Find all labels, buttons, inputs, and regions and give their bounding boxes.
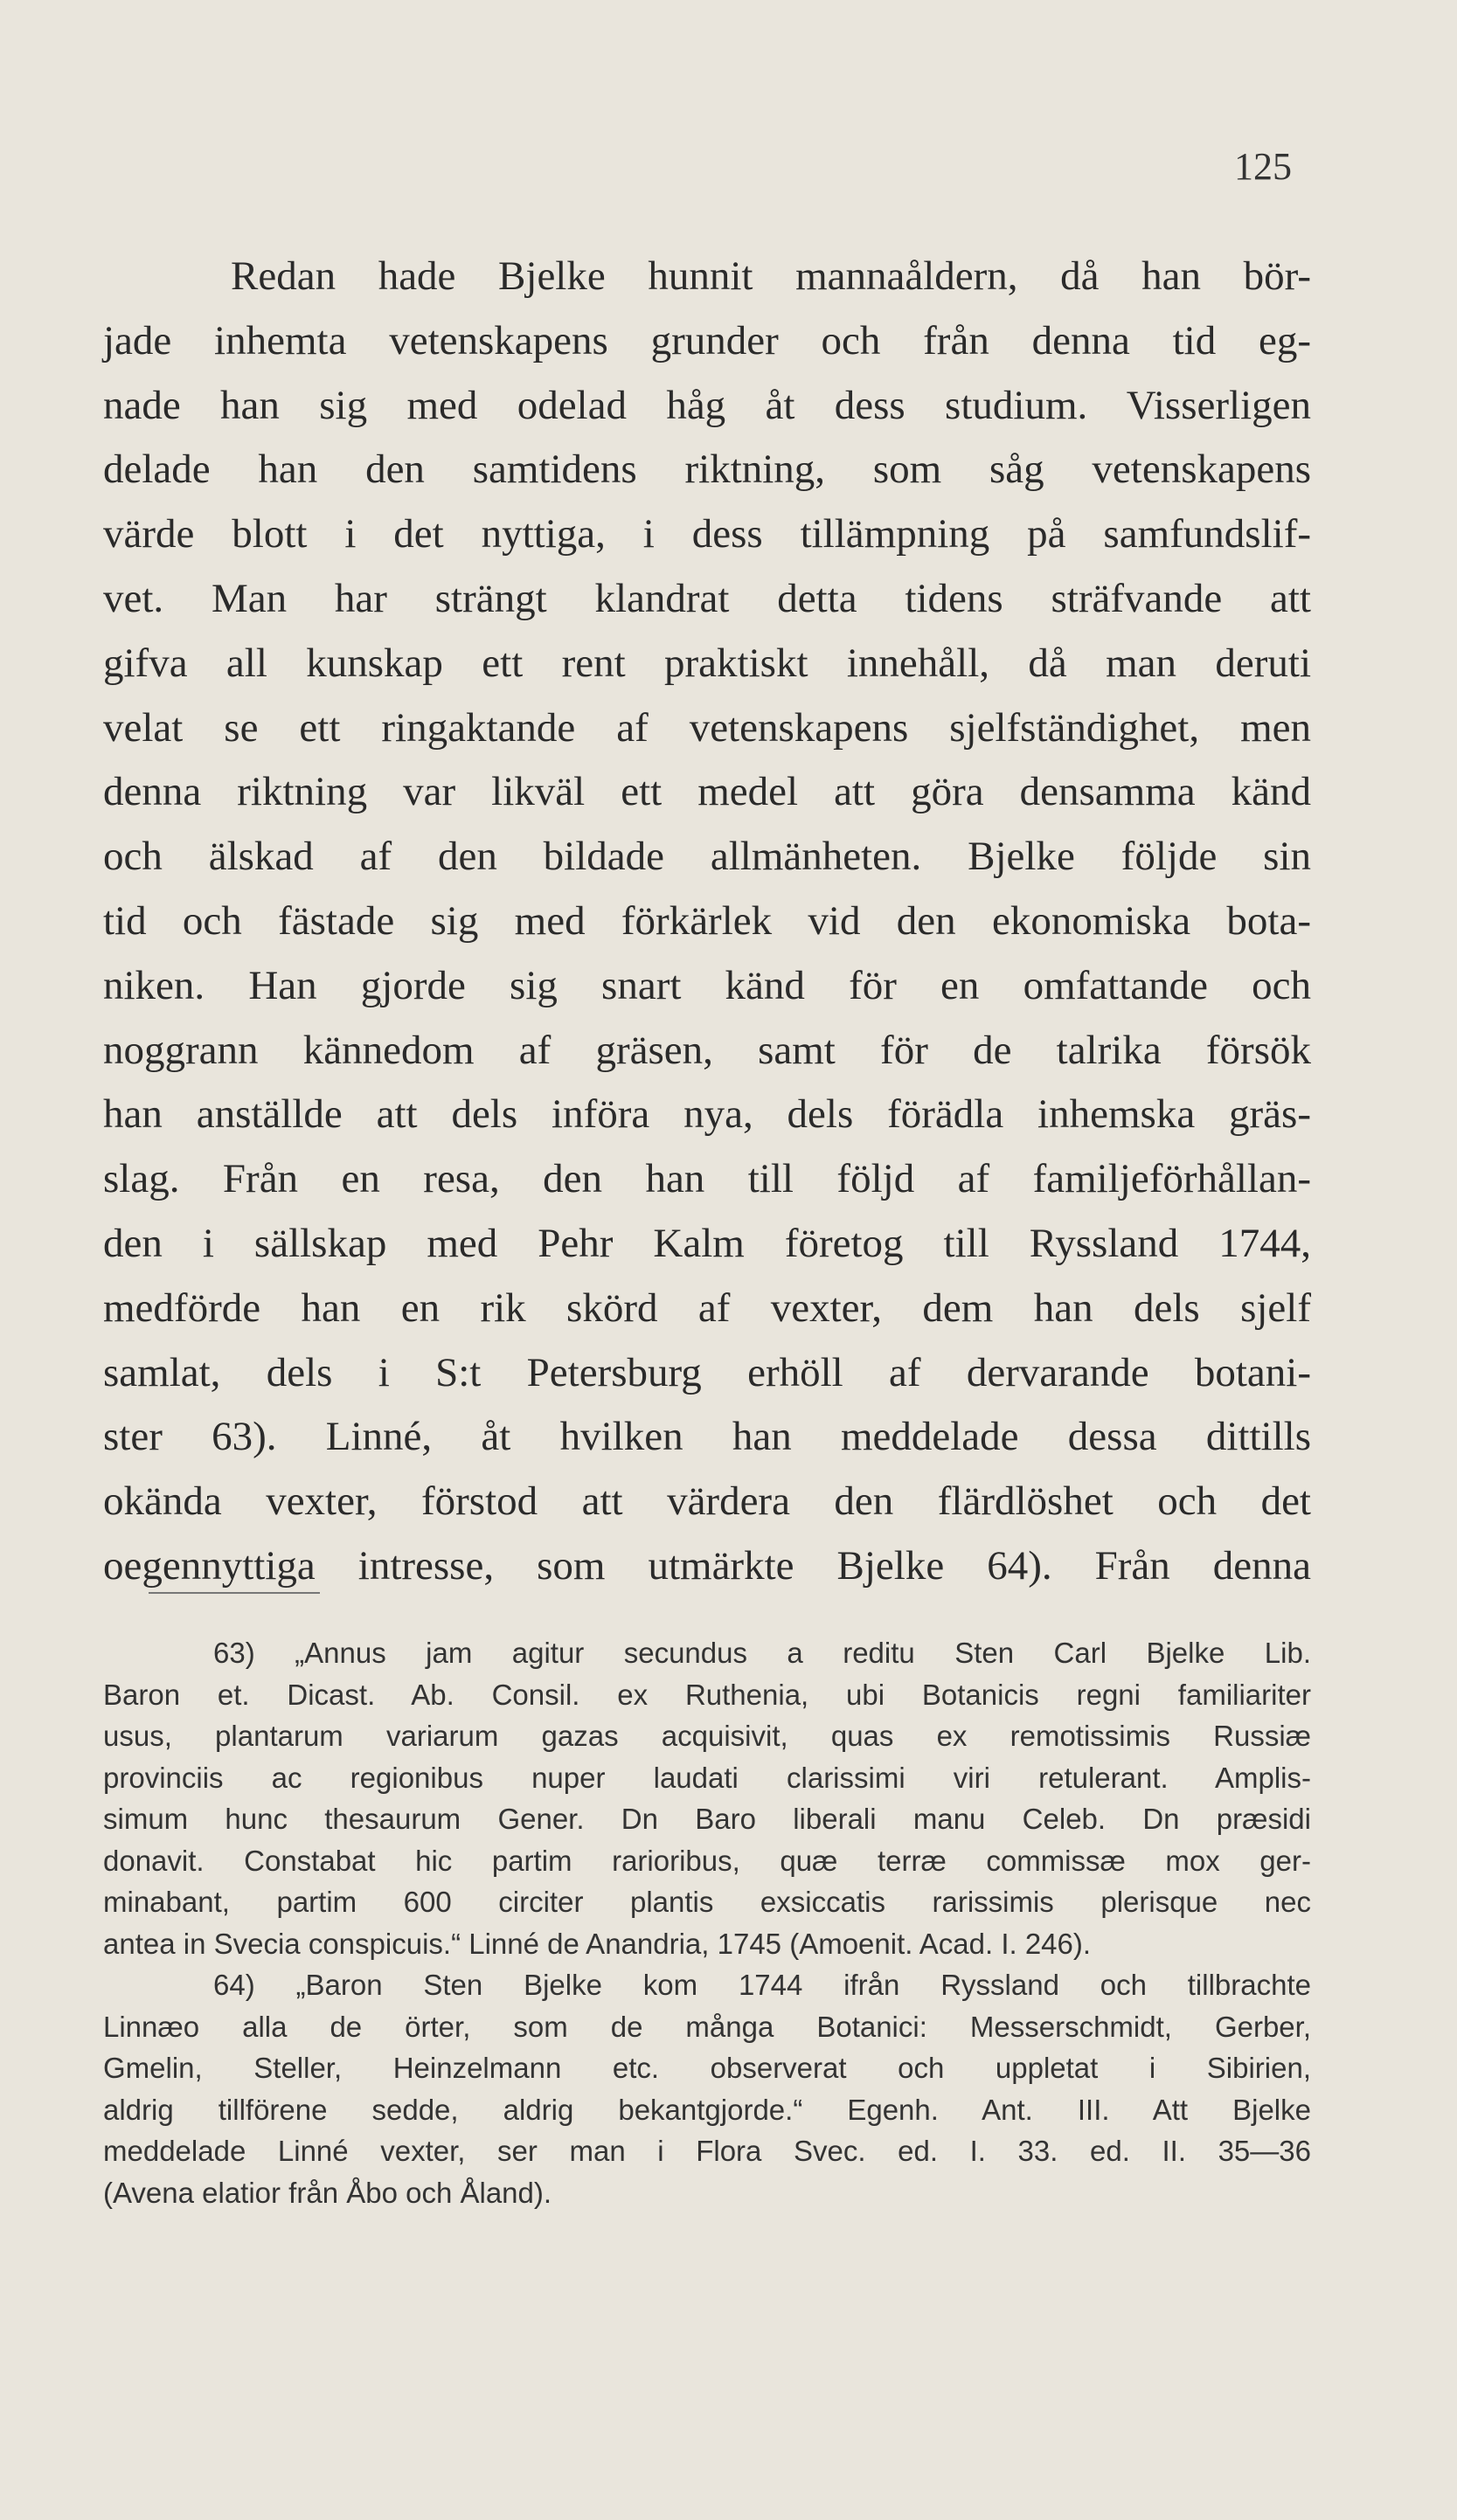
text-line: nade han sig med odelad håg åt dess studium. Visserligen bbox=[103, 382, 1311, 428]
text-line: och älskad af den bildade allmänheten. Bjelke följde sin bbox=[103, 834, 1311, 880]
text-line: gifva all kunskap ett rent praktiskt innehåll, då man deruti bbox=[103, 640, 1311, 686]
text-line: tid och fästade sig med förkärlek vid den ekonomiska bota- bbox=[103, 897, 1311, 944]
footnote-line: Linnæo alla de örter, som de många Botanici: Messerschmidt, Gerber, bbox=[103, 2010, 1311, 2043]
main-paragraph bbox=[103, 245, 1311, 1599]
text-line: velat se ett ringaktande af vetenskapens sjelfständighet, men bbox=[103, 704, 1311, 751]
footnote-line: Gmelin, Steller, Heinzelmann etc. observerat och uppletat i Sibirien, bbox=[103, 2052, 1311, 2084]
text-line: värde blott i det nyttiga, i dess tillämpning på samfundslif- bbox=[103, 511, 1311, 557]
footnote-line: 63) „Annus jam agitur secundus a reditu Sten Carl Bjelke Lib. bbox=[213, 1637, 1311, 1669]
text-line: slag. Från en resa, den han till följd af familjeförhållan- bbox=[103, 1156, 1311, 1202]
footnote-line: meddelade Linné vexter, ser man i Flora Svec. ed. I. 33. ed. II. 35—36 bbox=[103, 2135, 1311, 2167]
text-line: Redan hade Bjelke hunnit mannaåldern, då han bör- bbox=[231, 253, 1311, 299]
page-number: 125 bbox=[1234, 145, 1292, 188]
footnote-line: provinciis ac regionibus nuper laudati clarissimi viri retulerant. Amplis- bbox=[103, 1761, 1311, 1794]
text-line: ster 63). Linné, åt hvilken han meddelade dessa dittills bbox=[103, 1414, 1311, 1460]
footnote-line: aldrig tillförene sedde, aldrig bekantgjorde.“ Egenh. Ant. III. Att Bjelke bbox=[103, 2093, 1311, 2126]
footnote-line: antea in Svecia conspicuis.“ Linné de Anandria, 1745 (Amoenit. Acad. I. 246). bbox=[103, 1927, 1092, 1960]
footnote-line: donavit. Constabat hic partim rarioribus, quæ terræ commissæ mox ger- bbox=[103, 1844, 1311, 1877]
footnote-line: minabant, partim 600 circiter plantis exsiccatis rarissimis plerisque nec bbox=[103, 1886, 1311, 1918]
text-line: den i sällskap med Pehr Kalm företog till Ryssland 1744, bbox=[103, 1220, 1311, 1266]
text-line: samlat, dels i S:t Petersburg erhöll af dervarande botani- bbox=[103, 1349, 1311, 1395]
text-line: okända vexter, förstod att värdera den flärdlöshet och det bbox=[103, 1478, 1311, 1525]
text-line: noggrann kännedom af gräsen, samt för de talrika försök bbox=[103, 1027, 1311, 1073]
text-line: oegennyttiga intresse, som utmärkte Bjelke 64). Från denna bbox=[103, 1542, 1311, 1589]
text-line: denna riktning var likväl ett medel att göra densamma känd bbox=[103, 769, 1311, 815]
footnote-line: Baron et. Dicast. Ab. Consil. ex Ruthenia, ubi Botanicis regni familiariter bbox=[103, 1678, 1311, 1711]
text-line: han anställde att dels införa nya, dels förädla inhemska gräs- bbox=[103, 1091, 1311, 1138]
footnote-line: 64) „Baron Sten Bjelke kom 1744 ifrån Ryssland och tillbrachte bbox=[213, 1969, 1311, 2001]
footnotes bbox=[103, 1632, 1311, 2213]
footnote-line: (Avena elatior från Åbo och Åland). bbox=[103, 2176, 552, 2209]
footnote-line: usus, plantarum variarum gazas acquisivit, quas ex remotissimis Russiæ bbox=[103, 1720, 1311, 1752]
text-line: jade inhemta vetenskapens grunder och från denna tid eg- bbox=[103, 317, 1311, 363]
footnote-separator bbox=[149, 1592, 320, 1594]
footnote-line: simum hunc thesaurum Gener. Dn Baro liberali manu Celeb. Dn præsidi bbox=[103, 1803, 1311, 1835]
text-line: delade han den samtidens riktning, som såg vetenskapens bbox=[103, 447, 1311, 493]
text-line: vet. Man har strängt klandrat detta tidens sträfvande att bbox=[103, 575, 1311, 621]
text-line: medförde han en rik skörd af vexter, dem han dels sjelf bbox=[103, 1284, 1311, 1331]
text-line: niken. Han gjorde sig snart känd för en omfattande och bbox=[103, 962, 1311, 1008]
